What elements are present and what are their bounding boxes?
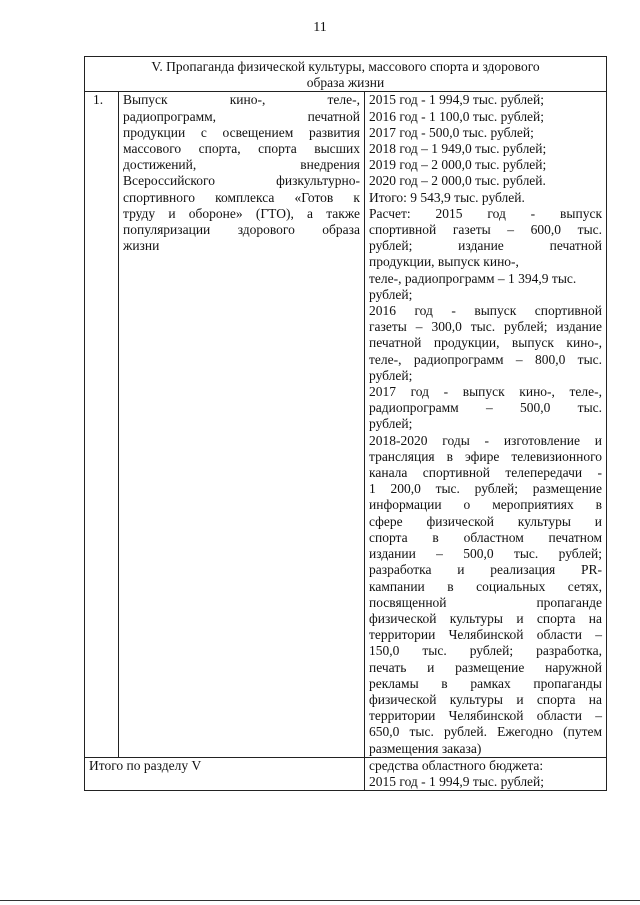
funding-line: 2015 год - 1 994,9 тыс. рублей; xyxy=(369,92,545,108)
funding-line: территории Челябинской области – xyxy=(369,627,603,643)
funding-line: 2017 год - 500,0 тыс. рублей; xyxy=(369,124,534,140)
funding-line: трансляция в эфире телевизионного xyxy=(369,448,603,464)
funding-line: спорта в областном печатном xyxy=(369,529,603,545)
event-name-line: спортивного комплекса «Готов к xyxy=(123,189,360,205)
section-header-row xyxy=(85,57,607,92)
funding-line: посвященной пропаганде xyxy=(369,594,603,610)
funding-line: 2019 год – 2 000,0 тыс. рублей; xyxy=(369,157,547,173)
funding-line: размещения заказа) xyxy=(369,740,482,756)
funding-line: 2018 год – 1 949,0 тыс. рублей; xyxy=(369,141,547,157)
event-name-cell xyxy=(119,92,365,757)
total-funding-text xyxy=(369,758,602,790)
funding-line: продукции, выпуск кино-, xyxy=(369,254,519,270)
funding-cell xyxy=(365,92,607,757)
funding-line: 2016 год - 1 100,0 тыс. рублей; xyxy=(369,108,545,124)
funding-line: Расчет: 2015 год - выпуск xyxy=(369,205,603,221)
funding-line: разработка и реализация PR- xyxy=(369,562,603,578)
funding-line: издании – 500,0 тыс. рублей; xyxy=(369,546,603,562)
event-name-line: продукции с освещением развития xyxy=(123,124,360,140)
section-title-line-2: образа жизни xyxy=(306,75,385,91)
funding-line: рублей; xyxy=(369,367,413,383)
event-name-line: Выпуск кино-, теле-, xyxy=(123,92,360,108)
funding-line: 150,0 тыс. рублей; разработка, xyxy=(369,643,603,659)
funding-line: 1 200,0 тыс. рублей; размещение xyxy=(369,481,603,497)
event-name-line: жизни xyxy=(123,238,160,254)
funding-line: кампании в социальных сетях, xyxy=(369,578,603,594)
funding-line: информации о мероприятиях в xyxy=(369,497,603,513)
event-name-line: труду и обороне» (ГТО), а также xyxy=(123,205,360,221)
funding-line: рублей; xyxy=(369,416,413,432)
funding-line: теле-, радиопрограмм – 1 394,9 тыс. xyxy=(369,270,577,286)
funding-line: рекламы в рамках пропаганды xyxy=(369,675,603,691)
program-table xyxy=(84,56,607,791)
page-bottom-rule xyxy=(0,900,640,901)
event-name xyxy=(123,92,360,254)
funding-line: физической культуры и спорта на xyxy=(369,610,603,626)
funding-line: рублей; издание печатной xyxy=(369,238,603,254)
funding-line: 2017 год - выпуск кино-, теле-, xyxy=(369,384,603,400)
table-row xyxy=(85,92,607,757)
funding-line: 2018-2020 годы - изготовление и xyxy=(369,432,603,448)
funding-line: физической культуры и спорта на xyxy=(369,691,603,707)
page-number: 11 xyxy=(313,20,327,35)
row-number: 1. xyxy=(85,92,119,757)
event-name-line: Всероссийского физкультурно- xyxy=(123,173,360,189)
total-row xyxy=(85,757,607,790)
total-funding-cell xyxy=(365,757,607,790)
funding-line: территории Челябинской области – xyxy=(369,708,603,724)
event-name-line: массового спорта, спорта высших xyxy=(123,141,360,157)
total-label: Итого по разделу V xyxy=(85,757,365,790)
funding-line: спортивной газеты – 600,0 тыс. xyxy=(369,222,603,238)
section-title-line-1: V. Пропаганда физической культуры, массового спорта и здорового xyxy=(151,59,540,74)
event-name-line: популяризации здорового образа xyxy=(123,222,360,238)
total-funding-line: средства областного бюджета: xyxy=(369,757,544,773)
funding-line: сфере физической культуры и xyxy=(369,513,603,529)
funding-line: 2020 год – 2 000,0 тыс. рублей. xyxy=(369,173,546,189)
funding-line: Итого: 9 543,9 тыс. рублей. xyxy=(369,189,525,205)
section-title xyxy=(85,57,607,92)
funding-line: 2016 год - выпуск спортивной xyxy=(369,303,603,319)
event-name-line: достижений, внедрения xyxy=(123,157,360,173)
funding-line: 650,0 тыс. рублей. Ежегодно (путем xyxy=(369,724,603,740)
funding-line: радиопрограмм – 500,0 тыс. xyxy=(369,400,603,416)
funding-line: рублей; xyxy=(369,286,413,302)
funding-line: теле-, радиопрограмм – 800,0 тыс. xyxy=(369,351,603,367)
event-name-line: радиопрограмм, печатной xyxy=(123,108,360,124)
funding-text xyxy=(369,92,602,756)
funding-line: печатной продукции, выпуск кино-, xyxy=(369,335,603,351)
total-funding-line: 2015 год - 1 994,9 тыс. рублей; xyxy=(369,773,545,789)
funding-line: газеты – 300,0 тыс. рублей; издание xyxy=(369,319,603,335)
funding-line: канала спортивной телепередачи - xyxy=(369,465,603,481)
funding-line: печать и размещение наружной xyxy=(369,659,603,675)
